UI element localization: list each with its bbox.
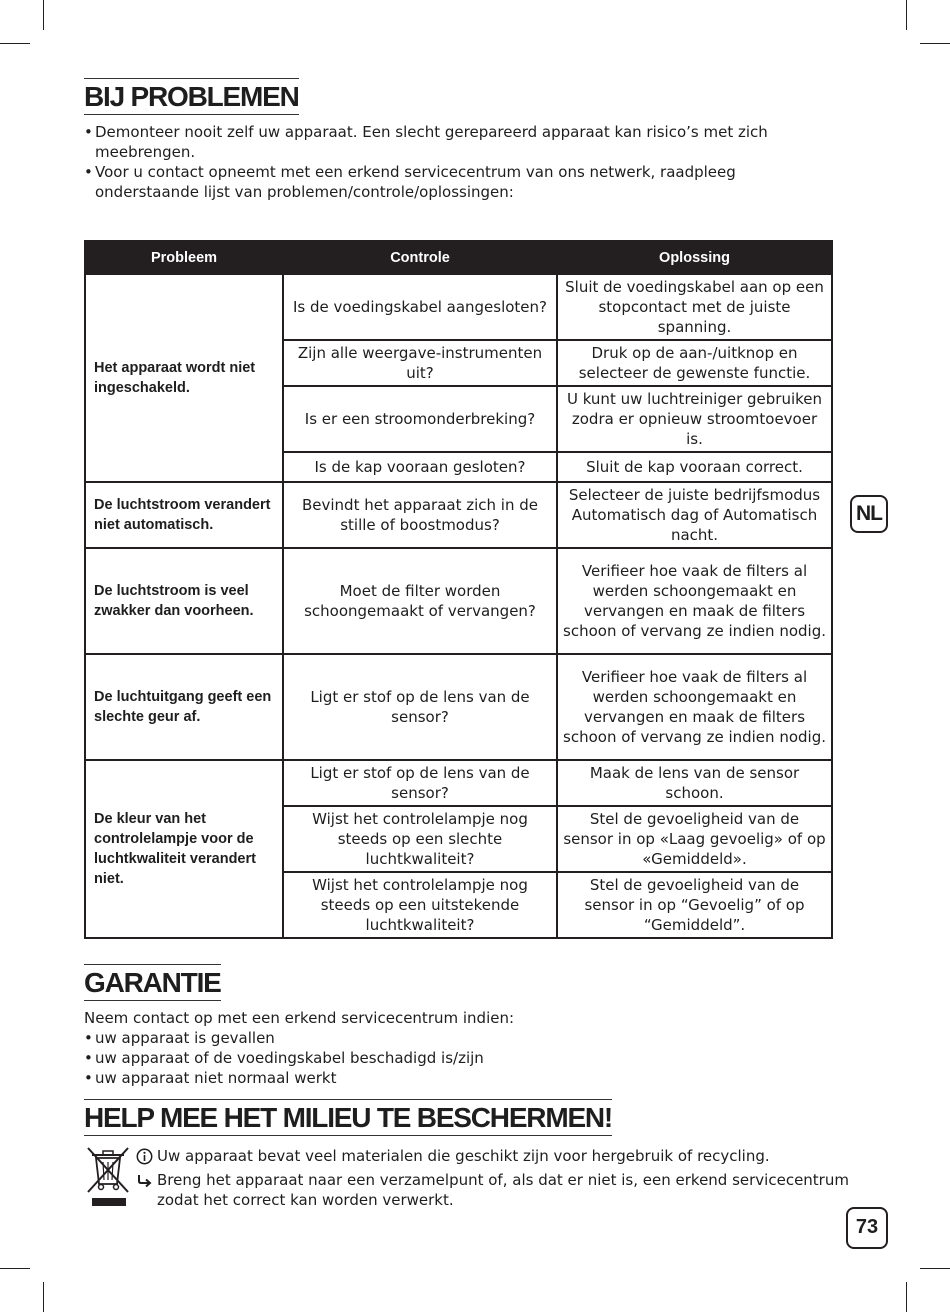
- problems-title: BIJ PROBLEMEN: [84, 78, 299, 115]
- crop-mark: [43, 0, 44, 30]
- check-cell: Is de kap vooraan gesloten?: [283, 452, 557, 482]
- table-header-row: [85, 241, 832, 274]
- table-row: [85, 482, 832, 548]
- header-solution: Oplossing: [557, 241, 832, 274]
- troubleshooting-table: [84, 240, 833, 939]
- solution-cell: Verifieer hoe vaak de filters al werden schoongemaakt en vervangen en maak de filters schoon of vervang ze indien nodig.: [557, 654, 832, 760]
- crop-mark: [920, 43, 950, 44]
- check-cell: Moet de filter worden schoongemaakt of vervangen?: [283, 548, 557, 654]
- check-cell: Wijst het controlelampje nog steeds op een uitstekende luchtkwaliteit?: [283, 872, 557, 938]
- guarantee-title: GARANTIE: [84, 964, 221, 1001]
- problems-bullets: [84, 122, 844, 202]
- environment-text: Breng het apparaat naar een verzamelpunt of, als dat er niet is, een erkend servicecentrum zodat het correct kan worden verwerkt.: [157, 1171, 849, 1209]
- check-cell: Ligt er stof op de lens van de sensor?: [283, 760, 557, 806]
- table-row: [85, 654, 832, 760]
- header-check: Controle: [283, 241, 557, 274]
- crop-mark: [906, 0, 907, 30]
- solution-cell: Sluit de kap vooraan correct.: [557, 452, 832, 482]
- problem-cell: De luchtuitgang geeft een slechte geur af.: [85, 654, 283, 760]
- crop-mark: [0, 43, 30, 44]
- check-cell: Is er een stroomonderbreking?: [283, 386, 557, 452]
- page-number: 73: [846, 1207, 888, 1249]
- problem-cell: De luchtstroom is veel zwakker dan voorheen.: [85, 548, 283, 654]
- info-icon: [136, 1146, 153, 1170]
- check-cell: Ligt er stof op de lens van de sensor?: [283, 654, 557, 760]
- solution-cell: Maak de lens van de sensor schoon.: [557, 760, 832, 806]
- table-row: [85, 548, 832, 654]
- crop-mark: [0, 1268, 30, 1269]
- table-row: [85, 274, 832, 340]
- crop-mark: [43, 1282, 44, 1312]
- solution-cell: Verifieer hoe vaak de filters al werden schoongemaakt en vervangen en maak de filters schoon of vervang ze indien nodig.: [557, 548, 832, 654]
- guarantee-bullet: • uw apparaat niet normaal werkt: [84, 1068, 784, 1088]
- header-problem: Probleem: [85, 241, 283, 274]
- solution-cell: Stel de gevoeligheid van de sensor in op “Gevoelig” of op “Gemiddeld”.: [557, 872, 832, 938]
- problem-cell: De luchtstroom verandert niet automatisch.: [85, 482, 283, 548]
- table-row: [85, 760, 832, 806]
- crop-mark: [920, 1268, 950, 1269]
- guarantee-intro: Neem contact op met een erkend servicecentrum indien:: [84, 1009, 515, 1027]
- problem-cell: Het apparaat wordt niet ingeschakeld.: [85, 274, 283, 482]
- solution-cell: Stel de gevoeligheid van de sensor in op «Laag gevoelig» of op «Gemiddeld».: [557, 806, 832, 872]
- solution-cell: Druk op de aan-/uitknop en selecteer de gewenste functie.: [557, 340, 832, 386]
- guarantee-bullets: [84, 1028, 784, 1088]
- solution-cell: Sluit de voedingskabel aan op een stopcontact met de juiste spanning.: [557, 274, 832, 340]
- problems-bullet: • Voor u contact opneemt met een erkend servicecentrum van ons netwerk, raadpleeg onderstaande lijst van problemen/controle/oplossingen:: [84, 162, 844, 202]
- crop-mark: [906, 1282, 907, 1312]
- check-cell: Is de voedingskabel aangesloten?: [283, 274, 557, 340]
- crossed-bin-icon: [86, 1146, 130, 1208]
- environment-line: [136, 1146, 856, 1166]
- check-cell: Wijst het controlelampje nog steeds op een slechte luchtkwaliteit?: [283, 806, 557, 872]
- solution-cell: U kunt uw luchtreiniger gebruiken zodra er opnieuw stroomtoevoer is.: [557, 386, 832, 452]
- environment-title: HELP MEE HET MILIEU TE BESCHERMEN!: [84, 1099, 612, 1136]
- language-tab: NL: [850, 495, 888, 533]
- environment-line: [136, 1170, 856, 1210]
- problems-bullet: • Demonteer nooit zelf uw apparaat. Een slecht gerepareerd apparaat kan risico’s met zich meebrengen.: [84, 122, 844, 162]
- problem-cell: De kleur van het controlelampje voor de luchtkwaliteit verandert niet.: [85, 760, 283, 938]
- guarantee-bullet: • uw apparaat is gevallen: [84, 1028, 784, 1048]
- environment-text: Uw apparaat bevat veel materialen die geschikt zijn voor hergebruik of recycling.: [157, 1147, 770, 1165]
- guarantee-bullet: • uw apparaat of de voedingskabel beschadigd is/zijn: [84, 1048, 784, 1068]
- check-cell: Zijn alle weergave-instrumenten uit?: [283, 340, 557, 386]
- arrow-icon: [136, 1170, 153, 1194]
- solution-cell: Selecteer de juiste bedrijfsmodus Automatisch dag of Automatisch nacht.: [557, 482, 832, 548]
- check-cell: Bevindt het apparaat zich in de stille of boostmodus?: [283, 482, 557, 548]
